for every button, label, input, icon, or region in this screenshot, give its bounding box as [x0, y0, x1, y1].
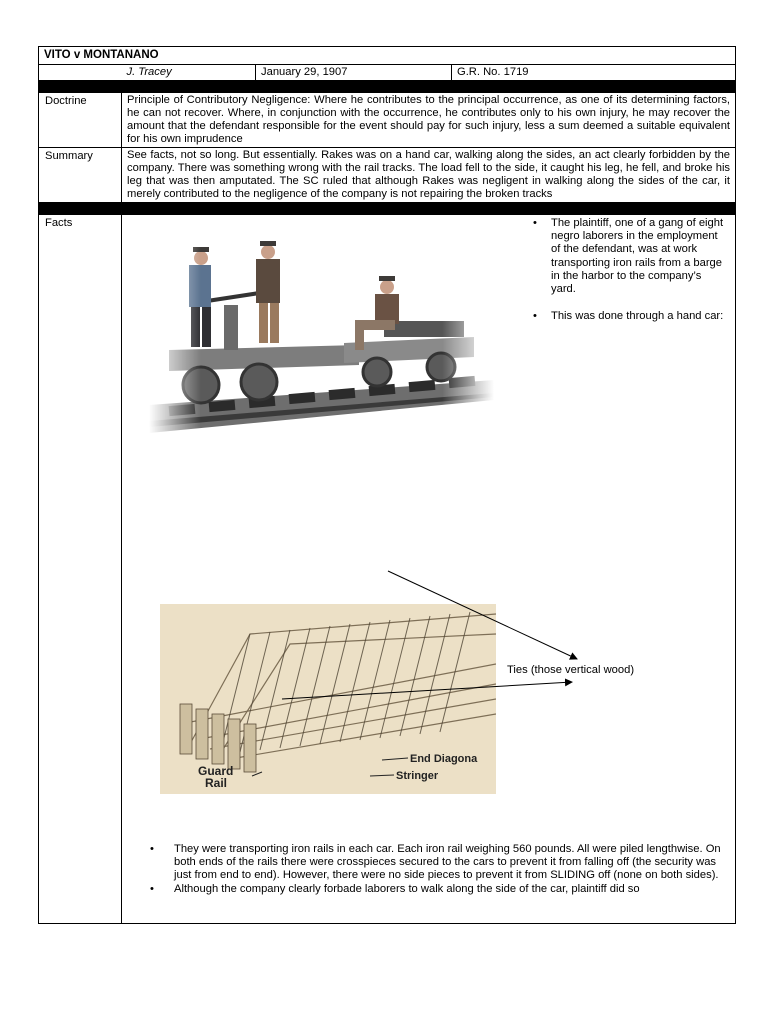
ties-annotation: Ties (those vertical wood) [507, 664, 635, 676]
list-item: • The plaintiff, one of a gang of eight negro laborers in the employment of the defendant, was at work transporting iron rails from a barge in the harbor to the company’s yard. [529, 217, 729, 296]
rail-label: Rail [205, 776, 228, 790]
list-item: • They were transporting iron rails in each car. Each iron rail weighing 560 pounds. All were piled lengthwise. On both ends of the rails there were crosspieces secured to the cars to prevent it from falling off (the security was just from end to end). However, there were no side pieces to prevent it from SLIDING off (none on both sides). [132, 843, 722, 883]
doctrine-label: Doctrine [39, 93, 122, 148]
decision-date: January 29, 1907 [256, 65, 452, 81]
facts-bottom-list [132, 843, 722, 896]
facts-label: Facts [39, 215, 122, 924]
section-divider [39, 81, 736, 93]
end-diagonal-label: End Diagona [410, 753, 478, 765]
section-divider [39, 203, 736, 215]
stringer-label: Stringer [396, 770, 439, 782]
digest-table [38, 46, 736, 924]
summary-text: See facts, not so long. But essentially. Rakes was on a hand car, walking along the sides, an act clearly forbidden by the company. There was something wrong with the rail tracks. The load fell to the side, it caught his leg, he fell, and broke his leg that was then amputated. The SC ruled that although Rakes was negligent in walking along the sides of the car, it merely contributed to the negligence of the company is not repairing the broken tracks [122, 148, 736, 203]
summary-label: Summary [39, 148, 122, 203]
gr-number: G.R. No. 1719 [452, 65, 736, 81]
case-digest [38, 46, 735, 924]
facts-right-list [529, 217, 729, 337]
justice: J. Tracey [122, 65, 256, 81]
doctrine-text: Principle of Contributory Negligence: Where he contributes to the principal occurrence, as one of its determining factors, he can not recover. Where, in conjunction with the occurrence, he contributes only to his own injury, he may recover the amount that the defendant responsible for the event should pay for such injury, less a sum deemed a suitable equivalent for his own imprudence [122, 93, 736, 148]
list-item: • Although the company clearly forbade laborers to walk along the side of the car, plaintiff did so [132, 883, 722, 896]
case-title: VITO v MONTANANO [39, 47, 736, 65]
railway-ties-diagram [160, 604, 496, 794]
list-item: • This was done through a hand car: [529, 310, 729, 323]
handcar-image [149, 225, 494, 445]
guard-label: Guard [198, 764, 234, 778]
facts-content [122, 215, 736, 924]
